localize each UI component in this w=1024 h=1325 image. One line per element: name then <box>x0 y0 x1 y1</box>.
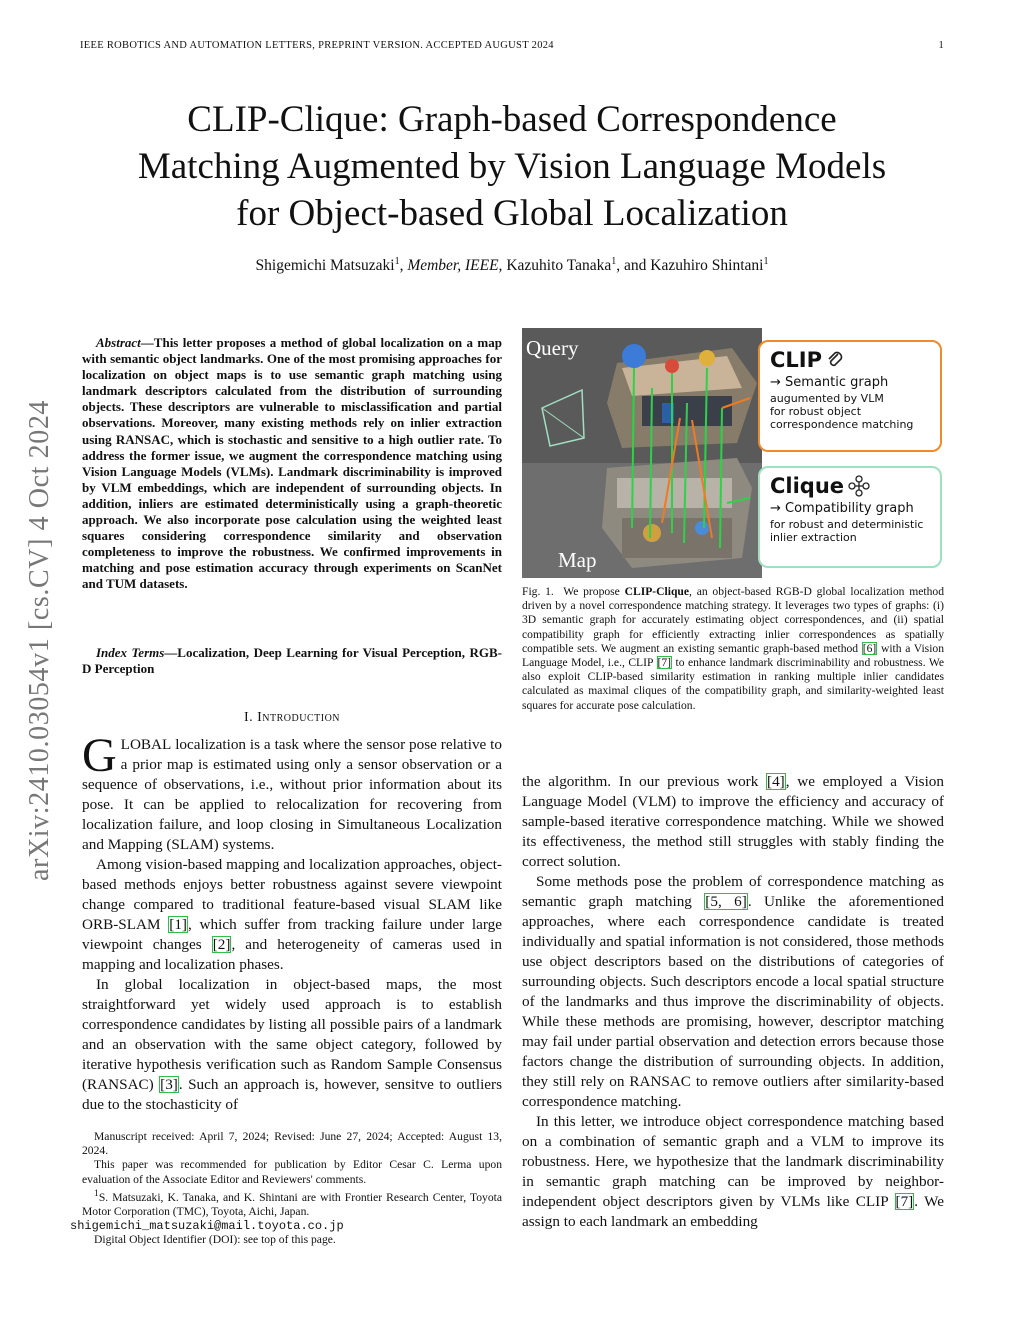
author-3-affil: 1 <box>763 256 769 267</box>
author-1: Shigemichi Matsuzaki <box>255 257 395 275</box>
clique-line-3: inlier extraction <box>770 531 857 544</box>
right-paragraph-3 <box>522 1112 944 1232</box>
caption-c: with a Vision Language Model, i.e., CLIP <box>522 641 945 670</box>
map-label: Map <box>558 548 597 572</box>
citation-link[interactable]: [5, 6] <box>705 893 747 910</box>
section-number: I. <box>243 710 254 725</box>
author-2: Kazuhito Tanaka <box>506 257 612 275</box>
author-list: Shigemichi Matsuzaki$^1$, Member, IEEE, Kazuhito Tanaka$^1$, and Kazuhiro Shintani$^1$ <box>255 256 769 275</box>
figure-caption <box>522 585 944 713</box>
caption-b: , an object-based RGB-D global localization method driven by a novel correspondence matching strategy. It leverages two types of graphs: (i) 3D semantic graph for accurately estimating object correspondences, and (ii) spatial compatibility graph for efficiently extracting inlier correspondences as spatially compatible sets. We augment an existing semantic graph-based method <box>522 585 944 655</box>
intro-first-word: LOBAL <box>120 736 172 753</box>
intro-p2-c: , and heterogeneity of cameras used in mapping and localization phases. <box>82 936 502 973</box>
clip-line-3: for robust object <box>770 405 862 418</box>
clique-card <box>758 466 942 568</box>
right-p1-b: , we employed a Vision Language Model (VLM) to improve the efficiency and accuracy of sample-based iterative correspondence matching. While we showed its effectiveness, the method still struggles with stably finding the correct solution. <box>522 773 944 870</box>
title-line-1: CLIP-Clique: Graph-based Correspondence <box>187 99 837 140</box>
intro-p2-b: , which suffer from tracking failure under large viewpoint changes <box>82 916 502 953</box>
right-p1-a: the algorithm. In our previous work <box>522 773 759 790</box>
index-terms: Index Terms—Localization, Deep Learning for Visual Perception, RGB-D Perception <box>82 645 502 677</box>
citation-link[interactable]: [3] <box>160 1076 178 1093</box>
intro-paragraph-2 <box>82 855 502 975</box>
clip-line-4: correspondence matching <box>770 418 914 431</box>
right-paragraph-1 <box>522 772 944 872</box>
clip-title: CLIP <box>770 348 822 372</box>
dropcap-letter: G <box>82 729 117 782</box>
footnote-editor: This paper was recommended for publication by Editor Cesar C. Lerma upon evaluation of the Associate Editor and Reviewers' comments. <box>82 1158 502 1186</box>
right-p2-b: . Unlike the aforementioned approaches, where each correspondence candidate is treated individually and spatial information is not considered, those methods use object descriptors based on the distributions of categories of surrounding objects. Such descriptors encode a local spatial structure of the landmarks and thus improve the discriminability of objects. While these methods are promising, however, descriptor matching may fail under partial observation and detection errors because those factors change the distribution of surrounding objects. In addition, they still rely on RANSAC to remove outliers after similarity-based correspondence matching. <box>522 893 945 1110</box>
intro-paragraph-3 <box>82 975 502 1115</box>
arxiv-stamp: arXiv:2410.03054v1 [cs.CV] 4 Oct 2024 <box>24 399 55 881</box>
citation-link[interactable]: [1] <box>169 916 187 933</box>
footnote-doi: Digital Object Identifier (DOI): see top of this page. <box>94 1233 336 1247</box>
page-number: 1 <box>938 40 944 51</box>
right-p3-a: In this letter, we introduce object correspondence matching based on a combination of semantic graph and a VLM to improve its robustness. Here, we hypothesize that the landmark discriminability in semantic graph matching can be improved by neighbor-independent object descriptors given by VLMs like CLIP <box>522 1113 944 1210</box>
citation-link[interactable]: [7] <box>657 656 672 670</box>
author-email[interactable]: shigemichi_matsuzaki@mail.toyota.co.jp <box>70 1219 344 1234</box>
citation-link[interactable]: [2] <box>212 936 231 953</box>
running-header <box>80 40 944 51</box>
title-line-3: for Object-based Global Localization <box>236 193 788 234</box>
section-heading <box>82 710 502 726</box>
caption-label: Fig. 1. <box>522 585 554 598</box>
right-paragraph-2 <box>522 872 944 1112</box>
intro-p1-text: localization is a task where the sensor pose relative to a prior map is estimated using only a sensor observation or a sequence of observations, i.e., without prior information about its pose. It can be applied to relocalization for recovering from localization failure, and loop closing in Simultaneous Localization and Mapping (SLAM) systems. <box>82 736 503 853</box>
abstract: Abstract—This letter proposes a method of global localization on a map with semantic object landmarks. One of the most promising approaches for localization on object maps is to use semantic graph matching using landmark descriptors calculated from the distribution of surrounding objects. These descriptors are vulnerable to misclassification and partial observations. Moreover, many existing methods rely on inlier extraction using RANSAC, which is stochastic and sensitive to a high outlier rate. To address the former issue, we augment the correspondence matching using Vision Language Models (VLMs). Landmark discriminability is improved by VLM embeddings, which are independent of surrounding objects. In addition, inliers are estimated deterministically using a graph-theoretic approach. We also incorporate pose calculation using the weighted least squares considering correspondence similarity and observation completeness to improve the robustness. We confirmed improvements in matching and pose estimation accuracy through experiments on ScanNet and TUM datasets. <box>82 335 502 592</box>
figure-scene-image <box>522 328 762 578</box>
clique-line-1: → Compatibility graph <box>770 501 914 516</box>
section-name: Introduction <box>257 710 341 725</box>
citation-link[interactable]: [6] <box>862 641 877 655</box>
citation-link[interactable]: [4] <box>767 773 785 790</box>
paper-title <box>60 96 964 237</box>
query-label: Query <box>526 336 579 360</box>
clique-graph-icon <box>848 475 870 497</box>
journal-name: IEEE ROBOTICS AND AUTOMATION LETTERS, PREPRINT VERSION. ACCEPTED AUGUST 2024 <box>80 40 554 51</box>
clip-line-2: augumented by VLM <box>770 392 884 405</box>
intro-paragraph-1 <box>82 729 503 855</box>
intro-right-column <box>522 772 944 1232</box>
index-terms-label: Index Terms <box>96 645 165 660</box>
citation-link[interactable]: [7] <box>895 1193 914 1210</box>
caption-a: We propose <box>563 585 620 598</box>
author-3: Kazuhiro Shintani <box>650 257 764 275</box>
clip-line-1: → Semantic graph <box>770 375 889 390</box>
abstract-text: This letter proposes a method of global localization on a map with semantic object landmarks. One of the most promising approaches for localization on object maps is to use semantic graph matching using landmark descriptors calculated from the distribution of surrounding objects. These descriptors are vulnerable to misclassification and partial observations. Moreover, many existing methods rely on inlier extraction using RANSAC, which is stochastic and sensitive to a high outlier rate. To address the former issue, we augment the correspondence matching using Vision Language Models (VLMs). Landmark discriminability is improved by VLM embeddings, which are independent of surrounding objects. In addition, inliers are estimated deterministically using a graph-theoretic approach. We also incorporate pose calculation using the weighted least squares considering correspondence similarity and observation completeness to improve the robustness. We confirmed improvements in matching and pose estimation accuracy through experiments on ScanNet and TUM datasets. <box>82 335 502 592</box>
footnote-affiliation <box>70 1187 502 1234</box>
author-1-affil: 1 <box>394 256 400 267</box>
footnote-affil-text: S. Matsuzaki, K. Tanaka, and K. Shintani are with Frontier Research Center, Toyota Motor Corporation (TMC), Toyota, Aichi, Japan. <box>82 1190 502 1218</box>
intro-left-column <box>82 729 503 1115</box>
footnote-received: Manuscript received: April 7, 2024; Revised: June 27, 2024; Accepted: August 13, 2024. <box>82 1130 502 1158</box>
title-line-2: Matching Augmented by Vision Language Models <box>137 146 887 187</box>
abstract-label: Abstract <box>96 335 141 350</box>
clique-title: Clique <box>770 474 845 498</box>
paperclip-icon <box>826 350 844 370</box>
clip-card <box>758 340 942 452</box>
intro-p3-b: . Such an approach is, however, sensitve to outliers due to the stochasticity of <box>82 1076 503 1113</box>
index-terms-text: Localization, Deep Learning for Visual Perception, RGB-D Perception <box>82 645 502 677</box>
author-and: , and <box>616 257 647 275</box>
footnotes <box>70 1130 502 1247</box>
caption-method-name: CLIP-Clique <box>624 585 690 598</box>
figure-1 <box>522 328 944 578</box>
author-2-affil: 1 <box>611 256 617 267</box>
intro-p3-a: In global localization in object-based maps, the most straightforward yet widely used approach is to establish correspondence candidates by listing all possible pairs of a landmark and an observation with the same object category, followed by iterative hypothesis verification such as Random Sample Consensus (RANSAC) <box>82 976 502 1093</box>
clique-line-2: for robust and deterministic <box>770 518 924 531</box>
intro-p2-a: Among vision-based mapping and localization approaches, object-based methods enjoys better robustness against severe viewpoint change compared to traditional feature-based visual SLAM like ORB-SLAM <box>82 856 502 933</box>
caption-d: to enhance landmark discriminability and robustness. We also exploit CLIP-based similarity estimation in ranking multiple inlier candidates calculated as maximal cliques of the compatibility graph, and similarity-weighted least squares for accurate pose calculation. <box>522 656 945 712</box>
author-1-membership: Member, IEEE, <box>407 257 503 275</box>
right-p3-b: . We assign to each landmark an embedding <box>522 1193 945 1230</box>
footnote-affil-mark: 1 <box>94 1187 99 1199</box>
right-p2-a: Some methods pose the problem of correspondence matching as semantic graph matching <box>522 873 944 910</box>
